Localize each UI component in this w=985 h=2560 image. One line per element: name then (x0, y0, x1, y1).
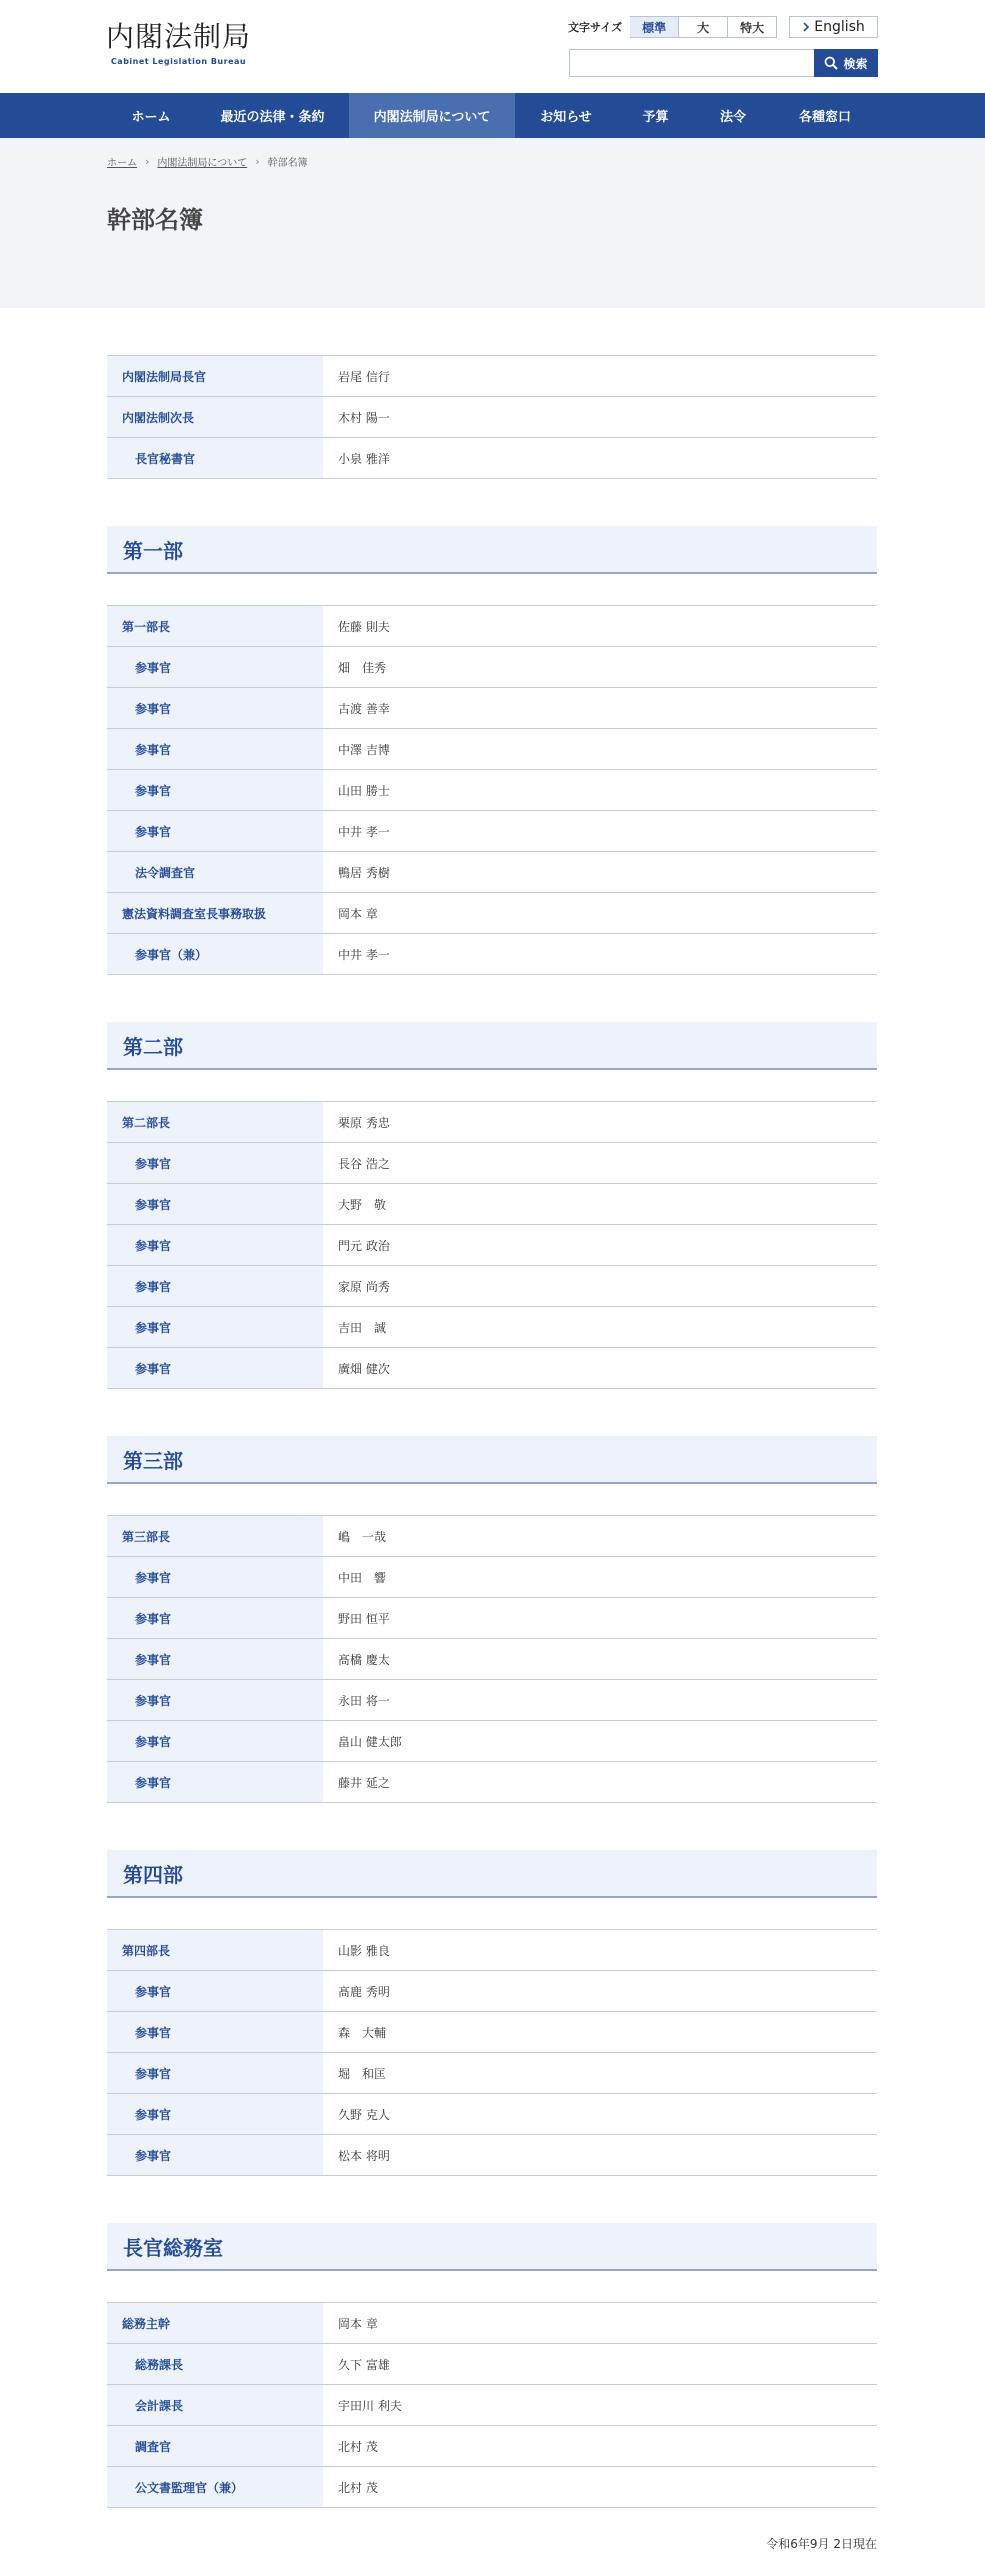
table-row (107, 606, 877, 647)
table-row (107, 1762, 877, 1803)
name-cell: 中田 響 (323, 1557, 877, 1598)
officials-table (107, 605, 877, 975)
table-row (107, 647, 877, 688)
name-cell: 畠山 健太郎 (323, 1721, 877, 1762)
chevron-right-icon: › (145, 155, 150, 168)
role-cell: 参事官 (107, 1143, 323, 1184)
role-cell: 第二部長 (107, 1102, 323, 1143)
name-cell: 栗原 秀忠 (323, 1102, 877, 1143)
role-cell: 長官秘書官 (107, 438, 323, 479)
officials-table (107, 1929, 877, 2176)
role-cell: 参事官 (107, 1639, 323, 1680)
role-cell: 内閣法制次長 (107, 397, 323, 438)
department-section (107, 1850, 877, 2176)
department-section (107, 526, 877, 975)
font-size-standard-button[interactable]: 標準 (630, 16, 679, 38)
role-cell: 憲法資料調査室長事務取扱 (107, 893, 323, 934)
table-row (107, 438, 877, 479)
table-row (107, 1266, 877, 1307)
table-row (107, 2053, 877, 2094)
role-cell: 第一部長 (107, 606, 323, 647)
table-row (107, 1184, 877, 1225)
officials-table (107, 2302, 877, 2508)
name-cell: 松本 将明 (323, 2135, 877, 2176)
name-cell: 藤井 延之 (323, 1762, 877, 1803)
role-cell: 参事官 (107, 1680, 323, 1721)
name-cell: 佐藤 則夫 (323, 606, 877, 647)
table-row (107, 893, 877, 934)
table-row (107, 2344, 877, 2385)
section-heading: 第三部 (107, 1436, 877, 1484)
role-cell: 公文書監理官（兼） (107, 2467, 323, 2508)
name-cell: 久野 克人 (323, 2094, 877, 2135)
role-cell: 参事官 (107, 2094, 323, 2135)
role-cell: 会計課長 (107, 2385, 323, 2426)
nav-item-budget[interactable]: 予算 (642, 110, 669, 125)
name-cell: 中澤 吉博 (323, 729, 877, 770)
name-cell: 廣畑 健次 (323, 1348, 877, 1389)
table-row (107, 1143, 877, 1184)
name-cell: 中井 孝一 (323, 811, 877, 852)
role-cell: 参事官 (107, 2135, 323, 2176)
role-cell: 参事官 (107, 770, 323, 811)
table-row (107, 1971, 877, 2012)
font-size-label: 文字サイズ (568, 21, 623, 34)
section-heading: 長官総務室 (107, 2223, 877, 2271)
table-row (107, 1598, 877, 1639)
page-title: 幹部名簿 (107, 206, 203, 234)
page-header (0, 138, 985, 308)
name-cell: 長谷 浩之 (323, 1143, 877, 1184)
breadcrumb-home[interactable]: ホーム (107, 158, 137, 169)
name-cell: 中井 孝一 (323, 934, 877, 975)
table-row (107, 1516, 877, 1557)
table-row (107, 1102, 877, 1143)
search-button[interactable] (814, 49, 878, 77)
table-row (107, 770, 877, 811)
role-cell: 参事官 (107, 1348, 323, 1389)
role-cell: 参事官 (107, 729, 323, 770)
table-row (107, 1639, 877, 1680)
table-row (107, 1307, 877, 1348)
name-cell: 畑 佳秀 (323, 647, 877, 688)
role-cell: 参事官 (107, 688, 323, 729)
department-section (107, 2223, 877, 2508)
role-cell: 参事官 (107, 811, 323, 852)
role-cell: 第三部長 (107, 1516, 323, 1557)
font-size-switcher (568, 16, 777, 38)
table-row (107, 2385, 877, 2426)
search-icon (824, 56, 838, 70)
main-content (107, 308, 877, 2552)
as-of-date: 令和6年9月 2日現在 (766, 2537, 877, 2551)
table-row (107, 1721, 877, 1762)
name-cell: 永田 将一 (323, 1680, 877, 1721)
table-row (107, 934, 877, 975)
breadcrumb-about[interactable]: 内閣法制局について (157, 158, 248, 169)
name-cell: 鴨居 秀樹 (323, 852, 877, 893)
name-cell: 家原 尚秀 (323, 1266, 877, 1307)
name-cell: 山田 勝士 (323, 770, 877, 811)
officials-table (107, 1515, 877, 1803)
table-row (107, 2135, 877, 2176)
role-cell: 参事官 (107, 1225, 323, 1266)
font-size-large-button[interactable]: 大 (679, 16, 728, 38)
name-cell: 小泉 雅洋 (323, 438, 877, 479)
name-cell: 北村 茂 (323, 2426, 877, 2467)
table-row (107, 688, 877, 729)
role-cell: 参事官 (107, 1266, 323, 1307)
role-cell: 参事官 (107, 1762, 323, 1803)
name-cell: 髙橋 慶太 (323, 1639, 877, 1680)
breadcrumb (107, 154, 308, 169)
table-row (107, 1225, 877, 1266)
name-cell: 岡本 章 (323, 2303, 877, 2344)
name-cell: 野田 恒平 (323, 1598, 877, 1639)
site-header (0, 0, 985, 93)
role-cell: 参事官 (107, 1307, 323, 1348)
chevron-right-icon (802, 22, 810, 32)
search-button-label: 検索 (843, 56, 868, 71)
role-cell: 総務課長 (107, 2344, 323, 2385)
section-heading: 第四部 (107, 1850, 877, 1898)
role-cell: 参事官 (107, 2053, 323, 2094)
table-row (107, 2094, 877, 2135)
name-cell: 古渡 善幸 (323, 688, 877, 729)
table-row (107, 1348, 877, 1389)
english-link[interactable] (789, 16, 878, 38)
table-row (107, 397, 877, 438)
name-cell: 嶋 一哉 (323, 1516, 877, 1557)
section-heading: 第一部 (107, 526, 877, 574)
table-row (107, 356, 877, 397)
name-cell: 門元 政治 (323, 1225, 877, 1266)
role-cell: 参事官 (107, 647, 323, 688)
name-cell: 岡本 章 (323, 893, 877, 934)
role-cell: 総務主幹 (107, 2303, 323, 2344)
section-heading: 第二部 (107, 1022, 877, 1070)
role-cell: 法令調査官 (107, 852, 323, 893)
table-row (107, 852, 877, 893)
name-cell: 北村 茂 (323, 2467, 877, 2508)
role-cell: 参事官 (107, 1598, 323, 1639)
officials-table (107, 355, 877, 479)
name-cell: 岩尾 信行 (323, 356, 877, 397)
nav-item-home[interactable]: ホーム (131, 110, 171, 125)
role-cell: 参事官 (107, 1557, 323, 1598)
nav-item-news[interactable]: お知らせ (540, 110, 592, 125)
top-officials (107, 355, 877, 479)
global-nav (0, 93, 985, 138)
table-row (107, 729, 877, 770)
name-cell: 久下 富雄 (323, 2344, 877, 2385)
name-cell: 堀 和匡 (323, 2053, 877, 2094)
role-cell: 第四部長 (107, 1930, 323, 1971)
table-row (107, 2012, 877, 2053)
name-cell: 大野 敬 (323, 1184, 877, 1225)
site-logo[interactable] (106, 20, 251, 66)
nav-item-about[interactable]: 内閣法制局について (349, 93, 515, 138)
name-cell: 山影 雅良 (323, 1930, 877, 1971)
role-cell: 参事官（兼） (107, 934, 323, 975)
table-row (107, 2467, 877, 2508)
search-form (569, 49, 878, 77)
officials-table (107, 1101, 877, 1389)
role-cell: 内閣法制局長官 (107, 356, 323, 397)
breadcrumb-current: 幹部名簿 (267, 158, 308, 169)
role-cell: 参事官 (107, 1184, 323, 1225)
chevron-right-icon: › (255, 155, 260, 168)
table-row (107, 2426, 877, 2467)
table-row (107, 811, 877, 852)
font-size-xlarge-button[interactable]: 特大 (728, 16, 777, 38)
name-cell: 宇田川 利夫 (323, 2385, 877, 2426)
english-label: English (814, 19, 865, 35)
role-cell: 調査官 (107, 2426, 323, 2467)
role-cell: 参事官 (107, 1971, 323, 2012)
department-section (107, 1436, 877, 1803)
nav-item-contact[interactable]: 各種窓口 (798, 110, 851, 125)
table-row (107, 1557, 877, 1598)
name-cell: 木村 陽一 (323, 397, 877, 438)
name-cell: 髙鹿 秀明 (323, 1971, 877, 2012)
role-cell: 参事官 (107, 2012, 323, 2053)
search-input[interactable] (569, 49, 814, 77)
table-row (107, 1680, 877, 1721)
role-cell: 参事官 (107, 1721, 323, 1762)
nav-item-recent-laws[interactable]: 最近の法律・条約 (220, 110, 325, 125)
name-cell: 吉田 誠 (323, 1307, 877, 1348)
table-row (107, 2303, 877, 2344)
department-section (107, 1022, 877, 1389)
logo-english: Cabinet Legislation Bureau (110, 57, 247, 66)
name-cell: 森 大輔 (323, 2012, 877, 2053)
table-row (107, 1930, 877, 1971)
nav-item-laws[interactable]: 法令 (719, 110, 746, 125)
logo-japanese: 内閣法制局 (106, 20, 252, 53)
